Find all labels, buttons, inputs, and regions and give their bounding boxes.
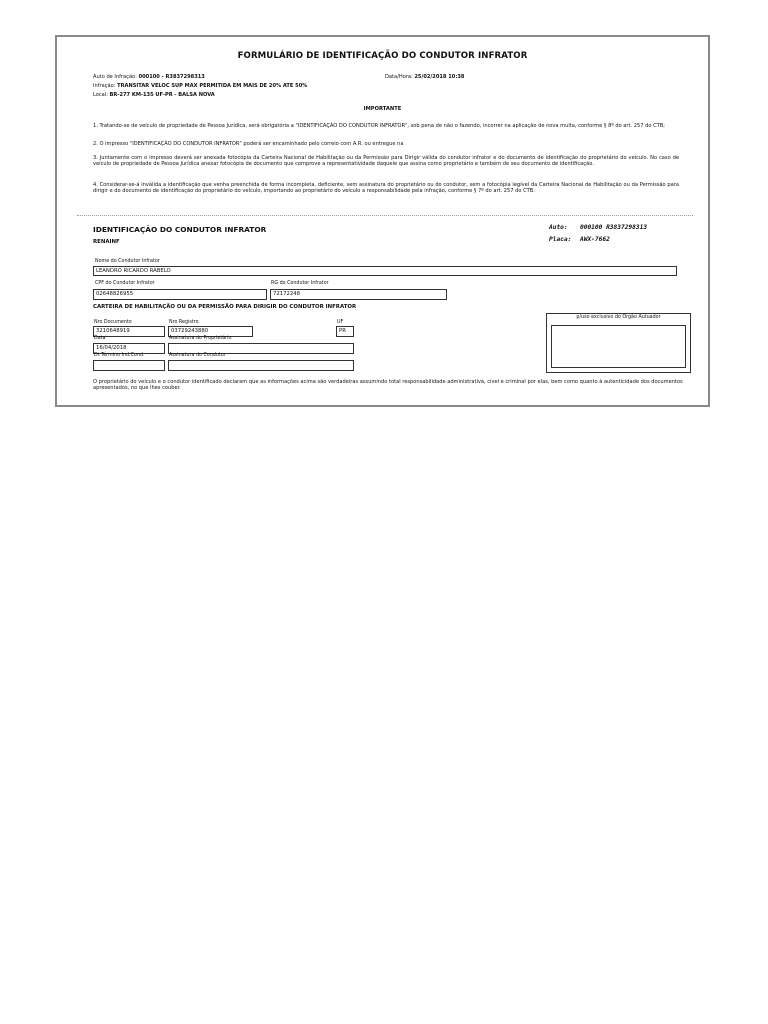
placa-label: Placa:: [549, 236, 572, 243]
local-line: [93, 92, 215, 98]
data-field[interactable]: 16/04/2018: [93, 343, 165, 354]
uf-field[interactable]: PR: [336, 326, 354, 337]
form-title: FORMULÁRIO DE IDENTIFICAÇÃO DO CONDUTOR INFRATOR: [237, 51, 528, 61]
assinatura-condutor-label: Assinatura do Condutor: [169, 353, 226, 358]
dt-termino-label: Dt Término Ind.Cond.: [94, 353, 145, 358]
nro-registro-field[interactable]: 03729243880: [168, 326, 253, 337]
cnh-title: CARTEIRA DE HABILITAÇÃO OU DA PERMISSÃO PARA DIRIGIR DO CONDUTOR INFRATOR: [93, 304, 357, 310]
importante-heading: IMPORTANTE: [363, 106, 402, 112]
cpf-field[interactable]: 02648826955: [93, 289, 267, 300]
datahora-value: 25/02/2018 10:38: [414, 74, 465, 80]
local-label: Local:: [93, 92, 108, 98]
instruction-item-2: 2. O impresso "IDENTIFICAÇÃO DO CONDUTOR INFRATOR" poderá ser encaminhado pelo correio com A.R. ou entregue na: [93, 141, 404, 147]
orgao-autuador-label: p/uso exclusivo do Órgão Autuador: [576, 315, 661, 320]
rg-field[interactable]: 72172248: [270, 289, 447, 300]
orgao-autuador-area: [551, 325, 686, 368]
infracao-value: TRANSITAR VELOC SUP MAX PERMITIDA EM MAIS DE 20% ATE 50%: [117, 83, 308, 89]
infraction-form-sheet: [55, 35, 710, 407]
nro-documento-label: Nro Documento: [94, 320, 132, 325]
auto-infracao-label: Auto de Infração:: [93, 74, 137, 80]
data-label: Data: [94, 336, 106, 341]
section-title: IDENTIFICAÇÃO DO CONDUTOR INFRATOR: [93, 225, 267, 234]
renainf-label: RENAINF: [93, 239, 120, 245]
datahora-label: Data/Hora:: [385, 74, 413, 80]
instruction-item-3: 3. Juntamente com o impresso deverá ser anexada fotocópia da Carteira Nacional de Habilitação ou da Permissão para Dirigir válida do condutor infrator e do documento de identificação do proprietário do veículo. No caso de veículo de propriedade de Pessoa Jurídica anexar fotocópia de documento que comprove a representatividade daquele que assina como proprietário e também de seu documento de identificação.: [93, 155, 679, 168]
declaration-text: O proprietário do veículo e o condutor identificado declaram que as informações acima são verdadeiras assumindo total responsabilidade administrativa, cível e criminal por elas, bem como quanto à autenticidade dos documentos apresentados, no que lhes couber.: [93, 379, 683, 392]
placa-value: AWX-7662: [580, 236, 610, 243]
nome-field[interactable]: LEANDRO RICARDO RABELO: [93, 266, 677, 276]
orgao-autuador-box: [546, 313, 691, 373]
datahora-line: [385, 74, 464, 80]
nome-label: Nome do Condutor Infrator: [95, 259, 160, 264]
nro-documento-field[interactable]: 3210648919: [93, 326, 165, 337]
assinatura-proprietario-label: Assinatura do Proprietário: [169, 336, 232, 341]
cpf-label: CPF do Condutor Infrator: [95, 281, 155, 286]
auto-value: 000100 R3837298313: [580, 224, 648, 231]
section-divider: [77, 215, 693, 216]
local-value: BR-277 KM-135 UF-PR - BALSA NOVA: [109, 92, 215, 98]
instruction-item-1: 1. Tratando-se de veículo de propriedade de Pessoa Jurídica, será obrigatória a "IDENTIFICAÇÃO DO CONDUTOR INFRATOR", sob pena de não o fazendo, incorrer na aplicação de nova multa, conforme § 8º do art. 257 do CTB;: [93, 123, 665, 129]
nro-registro-label: Nro Registro: [169, 320, 199, 325]
assinatura-condutor-field[interactable]: [168, 360, 354, 371]
rg-label: RG do Condutor Infrator: [271, 281, 329, 286]
auto-infracao-line: [93, 74, 205, 80]
infracao-line: [93, 83, 307, 89]
instruction-item-4: 4. Considerar-se-á inválida a identificação que venha preenchida de forma incompleta, deficiente, sem assinatura do proprietário ou do condutor, sem a fotocópia legível da Carteira Nacional de Habilitação ou da Permissão para dirigir e do documento de identificação do proprietário do veículo, importando ao proprietário do veículo a responsabilidade pela infração, conforme § 7º do art. 257 do CTB.: [93, 182, 679, 195]
uf-label: UF: [337, 320, 344, 325]
infracao-label: Infração:: [93, 83, 116, 89]
auto-infracao-value: 000100 - R3837298313: [138, 74, 205, 80]
auto-label: Auto:: [549, 224, 568, 231]
dt-termino-field[interactable]: [93, 360, 165, 371]
